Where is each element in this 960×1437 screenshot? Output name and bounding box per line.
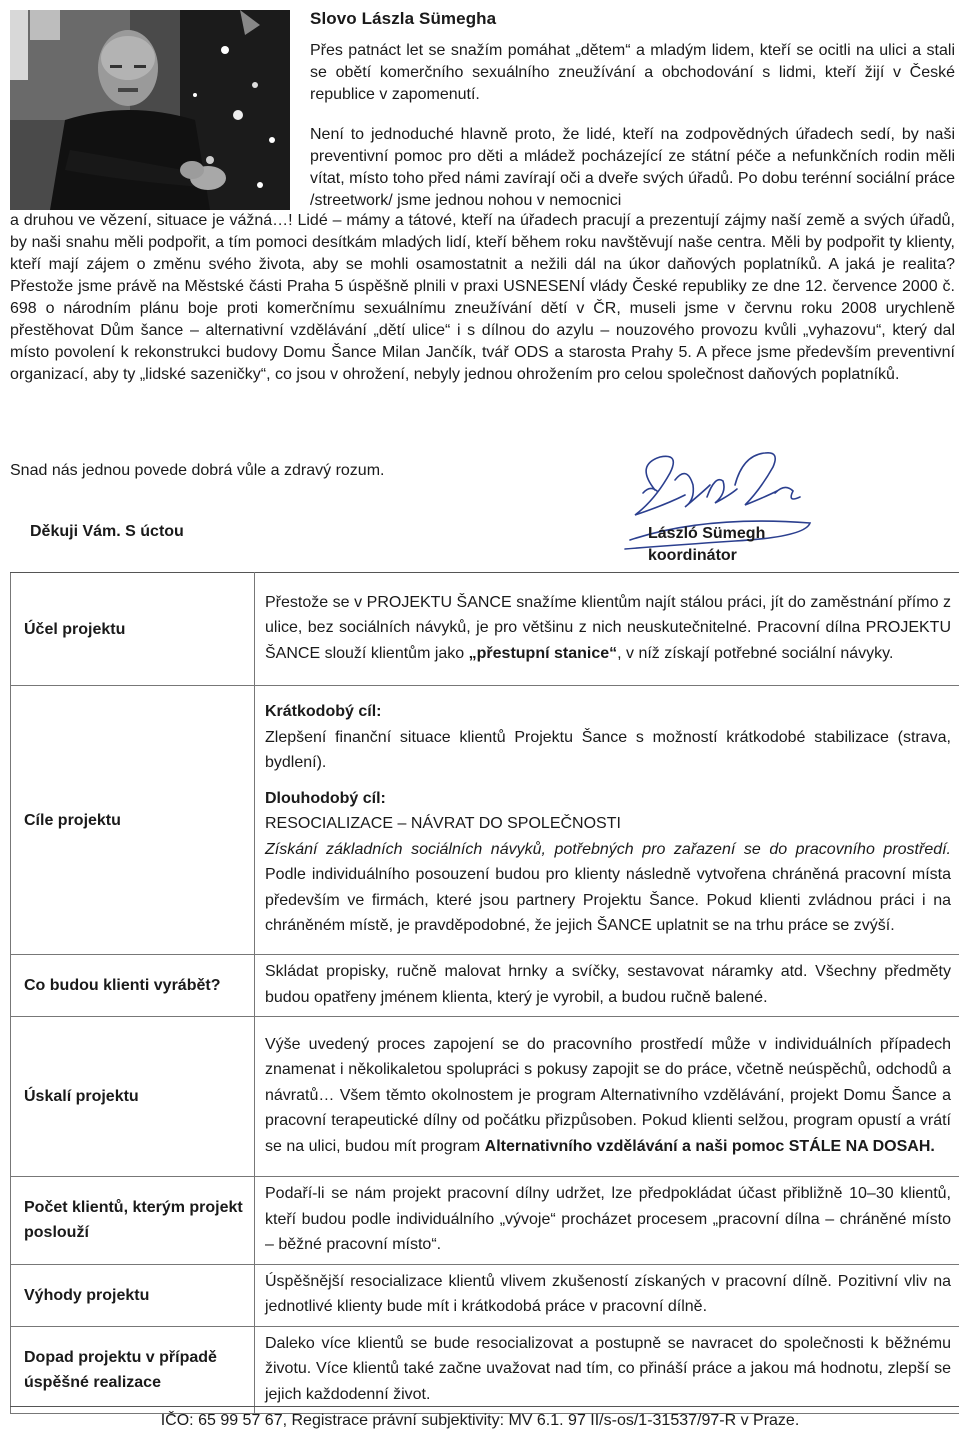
row-label: Výhody projektu [11, 1264, 255, 1326]
row-content [255, 686, 960, 955]
row-text: Přestože se v PROJEKTU ŠANCE snažíme klientům najít stálou práci, jít do zaměstnání přímo z ulice, bez sociálních návyků, je pro většinu z nich neuskutečnitelné. Pracovní dílna PROJEKTU ŠANCE slouží klientům jako [265, 593, 951, 662]
project-table [10, 572, 959, 1414]
row-text: , v níž získají potřebné sociální návyky. [617, 644, 894, 662]
signature-name: László Sümegh [648, 525, 766, 542]
author-photo [10, 10, 290, 210]
short-term-goal-text: Zlepšení finanční situace klientů Projektu Šance s možností krátkodobé stabilizace (strava, bydlení). [265, 728, 951, 772]
row-label: Úskalí projektu [11, 1017, 255, 1177]
long-term-goal-heading: Dlouhodobý cíl: [265, 789, 386, 807]
row-content [255, 1017, 960, 1177]
row-label: Co budou klienti vyrábět? [11, 955, 255, 1017]
table-row [11, 573, 960, 686]
letter-paragraph-2-start: Není to jednoduché hlavně proto, že lidé, kteří na zodpovědných úřadech sedí, by naši preventivní pomoc pro děti a mládež pocházející ze státní péče a nefunkčních rodin měli vítat, místo toho před námi zavírají oči a dveře svých úřadů. Po dobu terénní sociální práce /streetwork/ jsme jednou nohou v nemocnici [310, 126, 955, 209]
row-content: Úspěšnější resocializace klientů vlivem zkušeností získaných v pracovní dílně. Pozitivní vliv na jednotlivé klienty bude mít i krátkodobá práce v pracovní dílně. [255, 1264, 960, 1326]
row-text-emphasis: Alternativního vzdělávání a naši pomoc STÁLE NA DOSAH. [484, 1137, 935, 1155]
long-term-goal-italic: Získání základních sociálních návyků, potřebných pro zařazení se do pracovního prostředí. [265, 840, 951, 858]
letter-paragraph-2-continued: a druhou ve vězení, situace je vážná…! Lidé – mámy a tátové, kteří na úřadech pracují a prezentují zájmy naší země a svých úřadů, by naši snahu měli podpořit, a tím pomoci desítkám mladých lidí, kteří během roku navštěvují naše centra. Měli by podpořit ty klienty, kteří mají zájem o změnu svého života, aby se mohli osamostatnit a nežili dál na úkor daňových poplatníků. A jaká je realita? Přestože jsme právě na Městské části Praha 5 úspěšně plnili v praxi USNESENÍ vlády České republiky ze dne 12. července 2000 č. 698 o národním plánu boje proti komerčnímu sexuálnímu zneužívání dětí v ČR, museli jsme v červnu roku 2008 urychleně přestěhovat Dům šance – alternativní vzdělávání „dětí ulice“ i s dílnou do azylu – nouzového provozu kvůli „vyhazovu“, který dal místo povolení k rekonstrukci budovy Domu Šance Milan Jančík, tvář ODS a starosta Prahy 5. A přece jsme především preventivní organizací, aby ty „lidské sazeničky“, co jsou v ohrožení, nebyly jednou ohrožením pro celou společnost daňových poplatníků. [10, 212, 955, 383]
signature-role: koordinátor [648, 547, 737, 564]
closing-thanks: Děkuji Vám. S úctou [30, 523, 184, 540]
long-term-goal-detail: Podle individuálního posouzení budou pro klienty následně vytvořena chráněná pracovní místa především ve firmách, které jsou partnery Projektu Šance. Pokud klienti zvládnou práci i na chráněném místě, je pravděpodobné, že jejich ŠANCE uplatnit se na trhu práce se zvýší. [265, 866, 951, 935]
row-content: Skládat propisky, ručně malovat hrnky a svíčky, sestavovat náramky atd. Všechny předměty budou opatřeny jménem klienta, který je vyrobil, a budou ručně balené. [255, 955, 960, 1017]
row-label: Účel projektu [11, 573, 255, 686]
long-term-goal-subheading: RESOCIALIZACE – NÁVRAT DO SPOLEČNOSTI [265, 815, 621, 833]
table-row [11, 1264, 960, 1326]
row-text-emphasis: „přestupní stanice“ [468, 644, 618, 662]
footer-divider [10, 1406, 959, 1407]
row-content [255, 573, 960, 686]
table-row [11, 1017, 960, 1177]
table-row [11, 1177, 960, 1265]
signature-block [648, 523, 765, 567]
row-label: Počet klientů, kterým projekt poslouží [11, 1177, 255, 1265]
long-term-goal-text [265, 837, 951, 939]
row-label: Cíle projektu [11, 686, 255, 955]
letter-title: Slovo Lászla Sümegha [310, 9, 497, 28]
letter-paragraph-3: Snad nás jednou povede dobrá vůle a zdravý rozum. [10, 462, 385, 479]
row-content: Daleko více klientů se bude resocializovat a postupně se navracet do společnosti k běžnému životu. Více klientů také začne uvažovat nad tím, co přináší práce a jakou má hodnotu, zlepší se jejich každodenní život. [255, 1326, 960, 1414]
short-term-goal-heading: Krátkodobý cíl: [265, 703, 382, 721]
row-label: Dopad projektu v případě úspěšné realizace [11, 1326, 255, 1414]
row-text: Výše uvedený proces zapojení se do pracovního prostředí může v individuálních případech znamenat i několikaletou spolupráci s pokusy zapojit se do práce, včetně neúspěchů, odchodů a návratů… Všem těmto okolnostem je program Alternativního vzdělávání, projekt Domu Šance a pracovní terapeutické dílny od počátku přizpůsoben. Pokud klienti selžou, program opustí a vrátí se na ulici, budou mít program [265, 1035, 951, 1155]
row-content: Podaří-li se nám projekt pracovní dílny udržet, lze předpokládat účast přibližně 10–30 klientů, kteří budou podle individuálního „vývoje“ procházet procesem „pracovní dílna – chráněné místo – běžné pracovní místo“. [255, 1177, 960, 1265]
author-photo-image [10, 10, 290, 210]
letter-paragraph-1: Přes patnáct let se snažím pomáhat „dětem“ a mladým lidem, kteří se ocitli na ulici a stali se obětí komerčního sexuálního zneužívání a obchodování s lidmi, kteří žijí v České republice v zapomenutí. [310, 42, 955, 103]
table-row [11, 1326, 960, 1414]
footer-registration: IČO: 65 99 57 67, Registrace právní subjektivity: MV 6.1. 97 II/s-os/1-31537/97-R v Praze. [160, 1412, 800, 1429]
table-row [11, 955, 960, 1017]
table-row [11, 686, 960, 955]
